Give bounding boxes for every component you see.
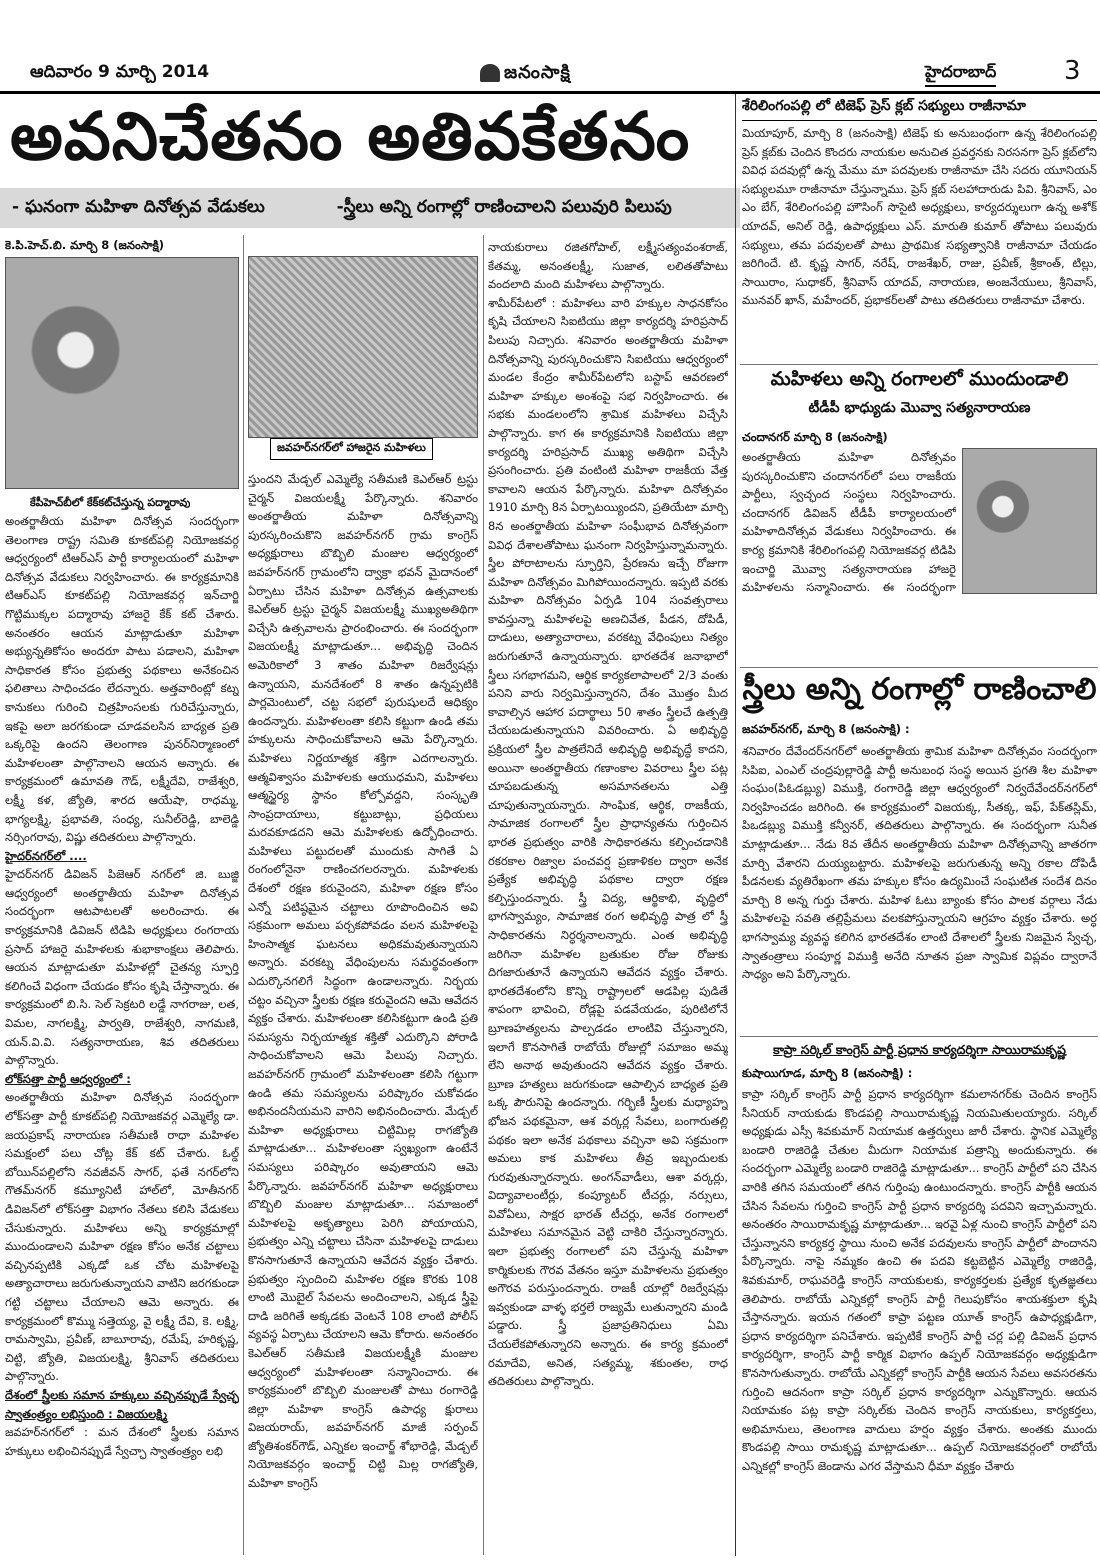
lead-photo-women-gathering xyxy=(248,256,478,438)
lead-col1-para-3: అంతర్జాతీయ మహిళా దినోత్సవ సందర్భంగా లోక్‌సత్తా పార్టీ కూకట్‌పల్లి నియోజకవర్గ ఎమ్మెల్యే డా. జయప్రకాష్‌ నారాయణ సతీమణి రాధా మహిళల సమక్షంలో పలు చోట్ల కేక్‌ కట్‌ చేశారు. ఓల్డ్‌ బోయిన్‌పల్లిలోని నవజీవన్‌ సాగర్‌, ఫతే నగర్‌లోని గౌతమ్‌నగర్‌ కమ్యూనిటీ హాల్‌లో, మోతీనగర్‌ డివిజన్‌లో లోక్‌సత్తా విభాగం నేతలు కలిసి వేడుకలు చేసుకున్నారు. మహిళలు అన్ని కార్యక్రమాల్లో ముందుండాలని మహిళా రక్షణ కోసం అనేక చట్టాలు వచ్చినప్పటికి ఎక్కడో ఒక చోట మహిళలపై అత్యాచారాలు జరుగుతున్నాయని వాటిని జరగకుండా గట్టి చట్టాలు చేయాలని ఆమె అన్నారు. ఈ కార్యక్రమంలో కొమ్ము సత్తెయ్య, వై లక్ష్మీ దేవి, కె. లక్ష్మి, రామస్వామి, ప్రవీణ్‌, బాబూరావు, రమేష్‌, హరికృష్ణ, చిట్టి, జ్యోతి, విజయలక్ష్మి, శ్రీనివాస్‌ తదితరులు పాల్గొన్నారు. xyxy=(5,1090,239,1384)
column-divider xyxy=(483,235,484,1555)
story3-text: శనివారం దేవేందర్‌నగర్‌లో అంతర్జాతీయ శ్రామిక మహిళా దినోత్సవం సందర్భంగా సిపిఐ, ఎంఎల్‌ చంద్రపుల్లారెడ్డి పార్టీ అనుబంధ సంస్థ అయిన ప్రగతి శీల మహిళా సంఘం(పిఓడబ్ల్యు) విముక్తి, రంగారెడ్డి జిల్లా ఆధ్వర్యంలో నిర్వదేవేందర్‌నగర్‌లో నిర్వహించడం జరిగింది. ఈ కార్యక్రమంలో విజయక్క, సీతక్క, ఇఫ్‌, పేక్‌తస్లిమ్‌, పిఒడబ్ల్యు విముక్తి కన్వీనర్‌, తదితరులు పాల్గొన్నారు. ఈ సందర్భంగా సునీత మాట్లాడుతూ... నేడు 8వ తేదీన అంతర్జాతీయ మహిళా దినోత్సవాన్ని జాతరగా మార్చి వేశారని దుయ్యబట్టారు. మహిళలపై జరుగుతున్న అన్ని రకాల దోపిడీ పీడనలకు వ్యతిరేఖంగా తమ హక్కుల కోసం ఉద్యమించే సంఘటిత సందేశ దినం మార్చి 8 అన్న గుర్తు చేశారు. మహిళ ఓటు బ్యాంకు కోసం పాలక వర్గాలు నేడు మహిళలపై సవతి తల్లిప్రేమలు వలకపోస్తున్నాయని ఆగ్రహం వ్యక్తం చేశారు. అర్ధ భాగస్వామ్య వ్యవస్థ కలిగిన భారతదేశం లాంటి దేశాలలో స్త్రీలకు నిజమైన స్వేచ్ఛ, స్వాతంత్రాలు సంపూర్ణ విముక్తి అనేది నూతన ప్రజా స్వామిక విప్లవం ద్వారానే సాధ్యం అని పేర్కొన్నారు. xyxy=(742,744,1097,982)
edition-city: హైదరాబాద్ xyxy=(925,62,996,87)
story3-body xyxy=(742,742,1097,1032)
story1-body xyxy=(742,124,1097,360)
section-divider xyxy=(735,94,736,1556)
lead-col3-para-2: శామీర్‌పేటలో : మహిళలు వారి హక్కుల సాధనకోసం కృషి చేయాలని సిఐటియు జిల్లా కార్యదర్శి హరిప్రసాద్‌ పిలుపు నిచ్చారు. శనివారం అంతర్జాతీయ మహిళా దినోత్సవాన్ని పురస్కరించుకొని సిఐటియు ఆధ్వర్యంలో మండల కేంద్రం శామీర్‌పేటలోని బస్టాప్‌ ఆవరణలో మహిళా హక్కుల అంశంపై సభ నిర్వహించారు. ఈ సభకు మండలంలోని శ్రామిక మహిళలు విచ్చేసి పాల్గొన్నారు. కాగ ఈ కార్యక్రమానికి సిఐటియు జిల్లా కార్యదర్శి హరిప్రసాద్‌ ముఖ్య అతిథిగా విచ్చేసి ప్రసంగించారు. ప్రతి వంటింటి మహిళా రాజకీయ వేత్త కావాలని ఆయన పేర్కొన్నారు. మహిళా దినోత్సవం 1910 మార్చి 8న ఏర్పాటయ్యిందని, ప్రతియేటా మార్చి 8న అంతర్జాతీయ మహిళా సంఘీభావ దినోత్సవంగా వివిధ దేశాలతోపాటు ఘనంగా నిర్వహిస్తున్నామన్నారు. స్త్రీల పోరాటాలను స్ఫూర్తిని, ప్రేరణను ఇచ్చే రోజుగా మహిళా దినోత్సవం మిగిపోయిందన్నారు. ఇప్పటి వరకు మహిళా దినోత్సవం ఏర్పడి 104 సంవత్సరాలు కావస్తున్నా మహిళలపై అణచివేత, పీడన, దోపిడీ, దాడులు, అత్యాచారాలు, వరకట్న వేధింపులు నిత్యం జరుగుతూనే ఉన్నాయన్నారు. భారతదేశ జనాభాలో స్త్రీలు సగభాగమని, ఆర్థిక కార్యకలాపాలలో 2/3 వంతు పనిని వారు నిర్వమిస్తున్నారని, దేశం మొత్తం మీద కావాల్సిన ఆహార పదార్థాలు 50 శాతం స్త్రీలచే ఉత్పత్తి చేయబడుతున్నాయని వివరించారు. ఏ అభివృద్ధి ప్రక్రియలో స్త్రీల పాత్రలేనిదే అభివృద్ధి అభివృద్ధే కాదని, అయినా అంతర్జాతీయ గణాంకాల వివరాలు స్త్రీల పట్ల చూపబడుతున్న అసమానతలను ఎత్తి చూపుతున్నాయన్నారు. సాంఘిక, ఆర్థిక, రాజకీయ, సామాజిక రంగాలలో స్త్రీల ప్రాధాన్యతను గుర్తించిన భారత ప్రభుత్వం వారికి సాధికారతను కల్పించడానికి రకరకాల రిజ్వాల పంచవర్ష ప్రణాళికల ద్వారా అనేక ప్రత్యేక అభివృద్ధి పథకాల ద్వారా రక్షణ కల్పిస్తుందన్నారు. స్త్రీ విద్య, ఆర్థికాభి, వృద్ధిలో భాగస్వామ్యం, సామాజిక రంగ అభివృద్ధి పాత్ర లో స్త్రీ సాధికారతను నిర్ధర్శనాలన్నారు. ఎంత అభివృద్ధి జరిగినా మహిళల బ్రతుకుల రోజు రోజుకు దిగజారుతూనే ఉన్నాయని ఆవేదన వ్యక్తం చేశారు. భారతదేశంలోని కొన్ని రాష్ట్రాలలో ఆడపిల్ల పుడితే శాపంగా భావించి, రోడ్లపై పడవేయడం, పురిటిలోనే బ్రూణహత్యలను పాల్పడడం లాంటివి చేస్తున్నారని, ఇలాగే కొనసాగితే రాబోయే రోజుల్లో సమాజం అమ్మ లేని అనాథ అవుతుందని ఆవేదన వ్యక్తం చేశారు. బ్రూణ హత్యలు జరుగకుండా ఆపాల్సిన బాధ్యత ప్రతి ఒక్క పౌరునిపై ఉందన్నారు. గర్భిణీ స్త్రీలకు మధ్యాహ్న భోజన పథకమైనా, ఆశ వర్కర్ల సేవలు, బంగారుతల్లి పథకం ఇలా అనేక పథకాలు వచ్చినా అవి సక్రమంగా అమలు కాక మహిళలు తీవ్ర ఇబ్బందులకు గురవుతున్నారన్నారు. అంగన్‌వాడీలు, ఆశా వర్కర్లు, విద్యావాలంటీర్లు, కంప్యూటర్‌ టీచర్లు, నర్సులు, వివోఏలు, సాక్షర భారత్‌ టీచర్లు, అనేక రంగాలలో మహిళలు సమానమైన వెట్టి చాకిరి చేస్తున్నారన్నారు. ఇలా ప్రభుత్వ రంగాలలో పని చేస్తున్న మహిళా కార్మికులకు గౌరవ వేతనం ఇస్తూ మహిళలను ప్రభుత్వం అగౌరవ పరుస్తుందన్నారు. రాజకీ యాల్లో రిజర్వేషన్లు ఇవ్వకుండా వాళ్ళ భర్తలే రాజ్యమే లుతున్నారని మండి పడ్డారు. స్త్రీ ప్రజాప్రతినిధులు ఏమి చేయలేకపోతున్నారని అన్నారు. ఈ కార్య క్రమంలో రమాదేవి, అనిత, సత్యమ్మ, శకుంతల, రాధ తదితరులు పాల్గొన్నారు. xyxy=(488,295,728,1389)
story2-text: అంతర్జాతీయ మహిళా దినోత్సవం పురస్కరించుకొని చందానగర్‌లో పలు రాజకీయ పార్టీలు, స్వచ్ఛంద సంస్థలు నిర్వహించారు. చందానగర్‌ డివిజన్‌ టీడీపీ కార్యాలయంలో మహిళాదినోత్సవ వేడుకలు నిర్వహించారు. ఈ కార్య క్రమానికి శేరిలింగంపల్లి నియోజకవర్గ టిడిపి ఇంచార్జి మొవ్వా సత్యనారాయణ హాజరై మహిళలను సన్మానించారు. ఈ సందర్భంగా xyxy=(742,450,956,595)
story2-byline: చందానగర్‌ మార్చి 8 (జనంసాక్షి) xyxy=(742,430,888,444)
lead-photo2-caption: జవహర్‌నగర్‌లో హాజరైన మహిళలు xyxy=(270,438,433,460)
lead-photo1-caption: కేపీహెచ్‌బీలో కేక్‌కట్‌చేస్తున్న పద్మారావు xyxy=(30,496,191,509)
lead-byline: కె.పి.హెచ్‌.బి. మార్చి 8 (జనంసాక్షి) xyxy=(5,238,164,252)
lead-col1-para-2: హైదర్‌నగర్‌ డివిజన్‌ పిజెఆర్‌ నగర్‌లో జి. బుజ్జి ఆధ్వర్యంలో అంతర్జాతీయ మహిళా దినోత్సవ సందర్భంగా ఆటపాటలతో అలరించారు. ఈ కార్యక్రమానికి డివిజన్‌ టిడిపి అధ్యక్షులు రంగరాయ ప్రసాద్‌ హాజరై మహిళలకు శుభాకాంక్షలు తెలిపారు. ఆయన మాట్లాడుతూ మహిళల్లో చైతన్య స్ఫూర్తి కలిగించే విధంగా చేయడం కోసం కృషి చేస్తాన్నారు. ఈ కార్యక్రమంలో బి.సి. సెల్‌ సెక్రటరి లడ్డే నాగరాజు, లత, విమల, నాగలక్ష్మి, పార్వతి, రాజేశ్వరి, నాగమణి, యన్‌.వి.వి. సత్యనారాయణ, శివ తదితరులు పాల్గొన్నారు. xyxy=(5,867,239,1068)
story1-text: మియాపూర్‌, మార్చి 8 (జనంసాక్షి) టిజెఫ్‌ కు అనుబంధంగా ఉన్న శేరిలింగంపల్లి ప్రెస్‌ క్లబ్‌కు చెందిన కొందరు నాయకుల అనుచిత ప్రవర్తనకు నిరసనగా ప్రెస్‌ క్లబ్‌లోని వివిధ పదవుల్లో ఉన్న మేము మా పదవులకు రాజీనామా చేసి సదరు యూనియన్‌ సభ్యులమూ రాజీనామా చేస్తున్నాము. ప్రెస్‌ క్లబ్‌ సలహాదారుడు పివి. శ్రీనివాస్‌, ఎం ఎం బేగ్‌, శేరిలింగంపల్లి హౌసింగ్‌ సొసైటి అధ్యక్షులు, కార్యదర్శులుగా ఉన్న అశోక్‌ యాదవ్‌, అనిల్‌ రెడ్డి, ఉపాధ్యక్షులు ఎస్‌. మారుతి కుమార్‌ తోపాటు పలువురు సభ్యులు, తమ పదవులతో పాటు ప్రాథమిక సభ్యత్వానికి రాజీనామా చేయడం జరిగిందే. టి. కృష్ణ సాగర్‌, నరేష్‌, రాజశేఖర్‌, రాజు, ప్రవీణ్‌, శ్రీకాంత్‌, టిల్లు, సాయిరాం, సుధాకర్‌, శ్రీనివాస్‌ యాదవ్‌, నారాయణ, అంజనేయులు, శ్రీనివాస్‌, మునవర్‌ ఖాన్‌, మహేందర్‌, ప్రభాకర్‌లతో పాటు తదితరులు రాజీనామా చేశారు. xyxy=(742,126,1097,308)
page-number: 3 xyxy=(1064,56,1081,86)
lead-column-3 xyxy=(488,238,728,1557)
logo-icon xyxy=(480,64,500,82)
newspaper-logo xyxy=(480,62,571,87)
story3-byline: జవహర్‌నగర్‌, మార్చి 8 (జనంసాక్షి) : xyxy=(742,722,910,736)
lead-col1-para-1: అంతర్జాతీయ మహిళా దినోత్సవ సందర్భంగా తెలంగాణ రాష్ట్ర సమితి కూకట్‌పల్లి నియోజకవర్గ ఆధ్వర్యంలో టిఆర్‌ఎస్‌ పార్టీ కార్యాలయంలో మహిళా దినోత్సవ వేడుకలు నిర్వహించారు. ఈ కార్యక్రమానికి టిఆర్‌ఎస్‌ కూకట్‌పల్లి నియోజకవర్గ ఇన్‌చార్జి గొట్టిముక్కల పద్మారావు హాజరై కేక్‌ కట్‌ చేశారు. అనంతరం ఆయన మాట్లాడుతూ మహిళా అభ్యున్నతికోసం అందరూ పాటు పడాలని, మహిళా సాధికారత కోసం ప్రభుత్వ పథకాలు అనేకంచిన ఫలితాలు సాధించడం లేదన్నారు. అత్తవారింట్లో కట్న కానుకలు గురించి చిత్రహింసలకు గురిచేస్తున్నారు, ఇకపై అలా జరగకుండా చూడవలసిన బాధ్యత ప్రతి ఒక్కరిపై ఉందని తెలంగాణ పునర్‌నిర్మాణంలో మహిళలంతా పాల్గొనాలని ఆయన అన్నారు. ఈ కార్యక్రమంలో ఉమావతి గౌడ్‌, లక్ష్మీదేవి, రాజేశ్వరి, లక్ష్మీ కళ, జ్యోతి, శారద ఆయేషా, రాధమ్మ, భాగ్యలక్ష్మి, ప్రభావతి, సంధ్య, సునీల్‌రెడ్డి, బాలెడ్డి నర్సింగరావు, విష్ణు తదితరులు పాల్గొన్నారు. xyxy=(5,514,239,845)
story2-title: మహిళలు అన్ని రంగాలలో ముందుండాలి xyxy=(770,368,1069,390)
logo-text: జనంసాక్షి xyxy=(504,62,571,83)
lead-subheadline-right: -స్త్రీలు అన్ని రంగాల్లో రాణించాలని పలువురి పిలుపు xyxy=(336,197,672,217)
column-divider xyxy=(243,235,244,1555)
story4-title: కాప్రా సర్కిల్‌ కాంగ్రెస్‌ పార్టీ ప్రధాన కార్యదర్శిగా సాయిరామకృష్ణ xyxy=(773,1042,1066,1057)
lead-photo-cake-cutting xyxy=(5,257,239,489)
lead-subheadline-bar xyxy=(0,188,740,228)
lead-col2-para: స్తుందని మేడ్చల్‌ ఎమ్మెల్యే సతీమణి కెఎల్‌ఆర్‌ ట్రస్టు చైర్మన్‌ విజయలక్ష్మీ పేర్కొన్నారు. శనివారం అంతర్జాతీయ మహిళా దినోత్సవాన్ని పురస్కరించుకొని జవహర్‌నగర్‌ గ్రామ కాంగ్రెస్‌ అధ్యక్షురాలు బొబ్బిలి మంజుల ఆధ్వర్యంలో జవహర్‌నగర్‌ గ్రామంలోని ద్వాక్రా భవన్‌ మైదానంలో ఏర్పాటు చేసిన మహిళా దినోత్సవ ఉత్సవాలకు కెఎల్‌ఆర్‌ ట్రస్టు చైర్మన్‌ విజయలక్ష్మీ ముఖ్యఅతిథిగా విచ్చేసి ఉత్సవాలను ప్రారంభించారు. ఈ సందర్భంగా విజయలక్ష్మీ మాట్లాడుతూ... అభివృద్ధి చెందిన అమెరికాలో 3 శాతం మహిళా రిజర్వేషన్లు ఉన్నాయని, మనదేశంలో 8 శాతం ఉన్నప్పటికి పార్లమెంటులో, చట్ట సభలో పురుషులదే ఆధిక్యం ఉందన్నారు. మహిళలంతా కలిసి కట్టుగా ఉండి తమ హక్కులను సాధించుకోవాలని ఆమె పేర్కొన్నారు. మహిళలు నిర్ణయాత్మక శక్తిగా ఎదగాలన్నారు. ఆత్మవిశ్వాసం మహిళలకు ఆయుధమని, మహిళలు ఆత్మస్థైర్య స్థానం కోల్పోవద్దని, సంస్కృతి సాంప్రదాయాలు, కట్టుబాట్లు, ప్రధియలు మరవకూడదని ఆమె మహిళలకు ఉద్బోధించారు. మహిళలు పట్టుదలతో ముందుకు సాగితే ఏ రంగంలోనైనా రాణించగలరన్నారు. మహిళలకు దేశంలో రక్షణ కరువైందని, మహిళా రక్షణ కోసం ఎన్నో పటిష్ఠమైన చట్టాలు రూపొందించిన అవి సక్రమంగా అమలు పర్చకపోవడం వలన మహిళలపై హింసాత్మక ఘటనలు అధికమవుతున్నాయని అన్నారు. వరకట్న వేధింపులను సమర్థవంతంగా ఎదుర్కొనగలిగే సిద్ధంగా ఉండాలన్నారు. నిర్భయ చట్టం వచ్చినా స్త్రీలకు రక్షణ కరువైందని ఆమె ఆవేదన వ్యక్తం చేశారు. మహిళలంతా కలిసికట్టుగా ఉండి ప్రతి సమస్యను నిర్భయాత్మక శక్తితో ఎదుర్కొని పోరాడి సాధించుకోవాలని ఆమె పిలుపు నిచ్చారు. జవహర్‌నగర్‌ గ్రామంలో మహిళలంతా కలిసి గట్టుగా ఉండి తమ సమస్యలను పరిష్కారం చుకోవడం అభినందనీయమని వారిని అభినందించారు. మేడ్చల్‌ మహిళా అధ్యక్షురాలు చిట్టిమిల్ల రాగజ్యోతి మాట్లాడుతూ... మహిళలంతా స్వఖ్యంగా ఉంటేనే సమస్యలు పరిష్కారం అవుతాయని ఆమె పేర్కొన్నారు. జవహర్‌నగర్‌ మహిళా అధ్యక్షురాలు బొబ్బిలి మంజుల మాట్లాడుతూ... సమాజంలో మహిళలపై అకృత్యాలు పెరిగి పోయాయని, ప్రభుత్వం ఎన్ని చట్టాలు చేసినా మహిళలపై దాడులు కొనసాగుతూనే ఉన్నాయని ఆవేదన వ్యక్తం చేశారు. ప్రభుత్వం స్పందించి మహిళల రక్షణ కొరకు 108 లాంటి మొబైల్‌ సేవలను అందించాలని, ఎక్కడ స్త్రీపై దాడి జరిగితే అక్కడకు వెంటనే 108 లాంటి పోలీస్‌ వ్యవస్థ ఏర్పాటు చేయాలని ఆమె కోరారు. అనంతరం కెఎల్‌ఆర్‌ సతీమణి విజయలక్ష్మీకి మంజుల ఆధ్వర్యంలో మహిళలంతా సన్మానించారు. ఈ కార్యక్రమంలో బొబ్బిలి మంజులతో పాటు రంగారెడ్డి జిల్లా మహిళా కాంగ్రెస్‌ ఉపాధ్య క్షురాలు విజయరాయ్‌, జవహర్‌నగర్‌ మాజీ సర్పంచ్‌ జ్యోతిశంకర్‌గౌడ్‌, ఎన్నికల ఇంచార్జ్‌ శోభారెడ్డి, మేడ్చల్‌ నియోజకవర్గం ఇంచార్జ్‌ చిట్టి మిల్ల రాగజ్యోతి, మహిళా కాంగ్రెస్‌ xyxy=(248,472,478,1491)
issue-date: ఆదివారం 9 మార్చి 2014 xyxy=(30,62,210,82)
story3-title: స్త్రీలు అన్ని రంగాల్లో రాణించాలి xyxy=(742,672,1097,707)
lead-headline: అవనిచేతనం అతివకేతనం xyxy=(10,98,691,175)
story4-text: కాప్రా సర్కిల్‌ కాంగ్రెస్‌ పార్టీ ప్రధాన కార్యదర్శిగా కమలానగర్‌కు చెందిన కాంగ్రెస్‌ సీనియర్‌ నాయకుడు కొండపల్లి సాయిరామకృష్ణ నియమితులయ్యారు. సర్కిల్‌ అధ్యక్షుడు ఎస్సీ శివకుమార్‌ నియామక ఉత్తర్వులు జారీ చేశారు. స్థానిక ఎమ్మెల్యే బండారి రాజిరెడ్డి చేతుల మీదుగా నియామక పత్రాన్ని అందుకున్నారు. ఈ సందర్భంగా ఎమ్మెల్యే బండారి రాజిరెడ్డి మాట్లాడుతూ... కాంగ్రెస్‌ పార్టీలో పని చేసిన వారికి తగిన సమయంలో తగిన గుర్తింపు ఉంటుందన్నారు. కాంగ్రెస్‌ పార్టీకి ఆయన చేసిన సేవలను గుర్తించి కాంగ్రెస్‌ పార్టీ ప్రధాన కార్యదర్శి పదవిని ఇచ్చామన్నారు. అనంతరం సాయిరామకృష్ణ మాట్లాడుతూ... ఇరవై ఏళ్ల నుంచి కాంగ్రెస్‌ పార్టీలో పని చేస్తున్నానని కార్యకర్త స్థాయి నుంచి అనేక పదవులను కాంగ్రెస్‌ పార్టీలో పొందానని పేర్కొన్నారు. నాపై నమ్మకం ఉంచి ఈ పదవి కట్టబెట్టిన ఎమ్మెల్యే రాజిరెడ్డి, శివకుమార్‌, రాఘవరెడ్డి కాంగ్రెస్‌ నాయకులకు, కార్యకర్తలకు ప్రత్యేక కృతజ్ఞతలు తెలిపారు. రాబోయే ఎన్నికల్లో కాంగ్రెస్‌ పార్టీ గెలుపుకోసం శాయశక్తులా కృషి చేస్తానన్నారు. ఇయన గతంలో కాప్రా పట్టణ యూత్‌ కాంగ్రెస్‌ ఉపాధ్యక్షుడిగా, ప్రధాన కార్యదర్శిగా పనిచేశారు. ఇప్పటికే కాంగ్రెస్‌ పార్టీ చర్ల పల్లి డివిజన్‌ ప్రధాన కార్యదర్శిగా, కాంగ్రెస్‌ పార్టీ కార్మిక విభాగం ఉప్పల్‌ నియోజకవర్గం అధ్యక్షుడిగా కొనసాగుతున్నారు. రాబోయే ఎన్నికల్లో కాంగ్రెస్‌ పార్టీకి ఆయన సేవలు అవసరతను గుర్తించి ఆదనంగా కాప్రా సర్కిల్‌ ప్రధాన కార్యదర్శిగా ఎన్నుకొన్నారు. ఆయన నియామకం పట్ల కాప్రా సర్కిల్‌కు చెందిన కాంగ్రెస్‌ నాయకులు, కార్యకర్తలు, అభిమానులు, తెలంగాణ వాదులు హర్షం వ్యక్తం చేశారు. అంతకు ముందు కొండపల్లి సాయి రామకృష్ణ మాట్లాడుతూ... ఉప్పల్‌ నియోజకవర్గంలో రాబోయే ఎన్నికల్లో కాంగ్రెస్‌ జెండాను ఎగర వేస్తామని ధీమా వ్యక్తం చేశారు xyxy=(742,1087,1097,1473)
story2-photo xyxy=(962,448,1097,594)
story2-body-wrap xyxy=(742,448,956,598)
story1-title: శేరిలింగంపల్లి లో టిజెఫ్‌ ప్రెస్‌ క్లబ్‌ సభ్యులు రాజీనామా xyxy=(742,98,1097,121)
lead-col1-para-4: జవహర్‌నగర్‌లో : మన దేశంలో స్త్రీలకు సమాన హక్కులు లభించినప్పుడే స్వేచ్ఛా స్వాతంత్ర్యం లభి xyxy=(5,1425,239,1458)
lead-col1-subhead-3: దేశంలో స్త్రీలకు సమాన హక్కులు వచ్చినప్పుడే స్వేచ్ఛ స్వాతంత్ర్యం లభిస్తుంది : విజయలక్ష్మి xyxy=(5,1387,239,1421)
lead-subheadline-left: - ఘనంగా మహిళా దినోత్సవ వేడుకలు xyxy=(12,197,265,217)
story4-body xyxy=(742,1085,1097,1557)
story-divider xyxy=(740,364,1098,365)
lead-col3-para-1: నాయకురాలు రజితగోపాల్‌, లక్ష్మీసత్యంవంశరాజ్‌, కేతమ్మ, అనంతలక్ష్మీ, సుజాత, లలితతోపాటు వందలాది మంది మహిళలు పాల్గొన్నారు. xyxy=(488,240,728,292)
lead-column-1 xyxy=(5,512,239,1557)
lead-col1-subhead-1: హైదర్‌నగర్‌లో .... xyxy=(5,848,87,863)
story-divider xyxy=(740,667,1098,668)
story-divider xyxy=(740,1036,1098,1037)
lead-col1-subhead-2: లోక్‌సత్తా పార్టీ ఆధ్వర్యంలో : xyxy=(5,1071,131,1086)
lead-column-2 xyxy=(248,470,478,1557)
story2-subtitle: టీడీపీ భాధ్యుడు మొవ్వా సత్యనారాయణ xyxy=(808,400,1031,416)
masthead-rule xyxy=(0,91,1100,94)
story4-byline: కుషాయిగూడ, మార్చి 8 (జనంసాక్షి) : xyxy=(742,1066,913,1080)
